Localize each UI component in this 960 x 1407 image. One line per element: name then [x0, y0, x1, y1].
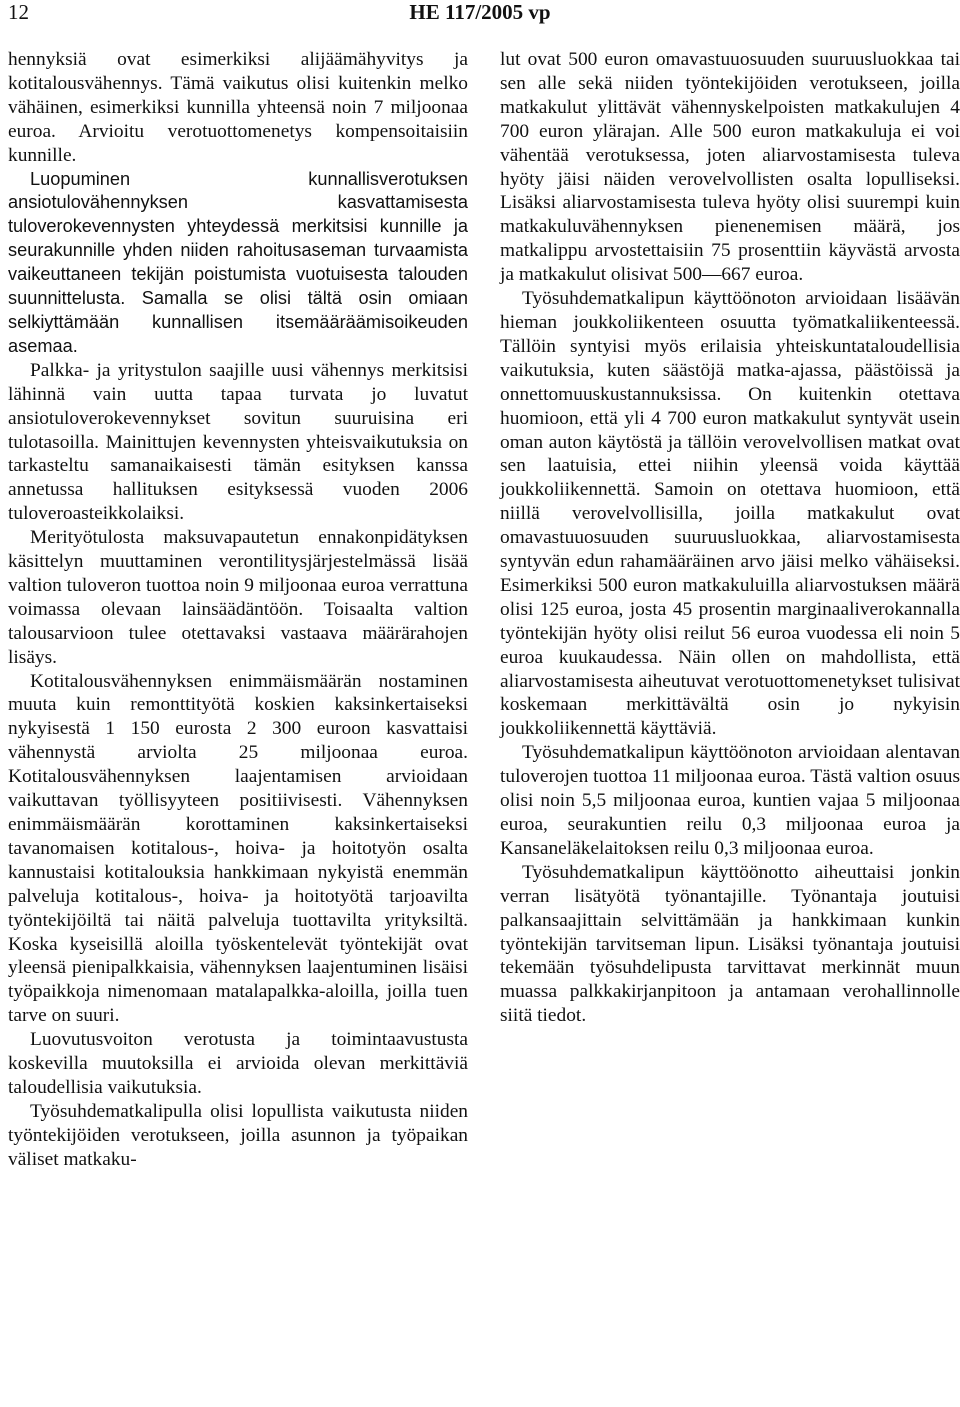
paragraph: lut ovat 500 euron omavastuuosuuden suuruusluokkaa tai sen alle sekä niiden työntekijöiden verotukseen, joilla matkakulut ylittävät vähennyskelpoisten matkakulujen 4 700 euron ylärajan. Alle 500 euron matkakuluja ei voi vähentää verotuksessa, joten aliarvostamisesta tuleva hyöty jäisi näiden verovelvollisten osalta lopulliseksi. Lisäksi aliarvostamisesta tuleva hyöty olisi suurempi kuin matkakuluvähennyksen pienenemisen määrä, jos matkalippu arvostettaisiin 75 prosenttiin käyvästä arvosta ja matkakulut olisivat 500—667 euroa. — [500, 49, 960, 286]
paragraph: Luovutusvoiton verotusta ja toimintaavustusta koskevilla muutoksilla ei arvioida olevan merkittäviä taloudellisia vaikutuksia. — [8, 1029, 468, 1098]
right-column — [500, 48, 960, 1028]
paragraph: Kotitalousvähennyksen enimmäismäärän nostaminen muuta kuin remonttityötä koskien kaksinkertaiseksi nykyisestä 1 150 eurosta 2 300 euroon kasvattaisi vähennystä arviolta 25 miljoonaa euroa. Kotitalousvähennyksen laajentamisen arvioidaan vaikuttavan työllisyyteen positiivisesti. Vähennyksen enimmäismäärän korottaminen kaksinkertaiseksi tavanomaisen kotitalous-, hoiva- ja hoitotyön osalta kannustaisi kotitalouksia hankkimaan nykyistä enemmän palveluja kotitalous-, hoiva- ja hoitotyötä tarjoavilta työntekijöiltä tai näitä palveluja tuottavilta yrityksiltä. Koska kyseisillä aloilla työskentelevät työntekijät ovat yleensä pienipalkkaisia, vähennyksen laajentuminen lisäisi työpaikkoja nimenomaan matalapalkka-aloilla, joilla tuen tarve on suuri. — [8, 670, 468, 1027]
page-number: 12 — [8, 0, 29, 24]
paragraph: hennyksiä ovat esimerkiksi alijäämähyvitys ja kotitalousvähennys. Tämä vaikutus olisi kuitenkin melko vähäinen, esimerkiksi kunnilla yhteensä noin 7 miljoonaa euroa. Arvioitu verotuottomenetys kompensoitaisiin kunnille. — [8, 49, 468, 166]
left-column — [8, 48, 468, 1172]
document-id: HE 117/2005 vp — [409, 0, 551, 24]
paragraph: Työsuhdematkalipun käyttöönotto aiheuttaisi jonkin verran lisätyötä työnantajille. Työnantaja joutuisi palkansaajittain selvittämään ja hankkimaan kunkin työntekijän tarvitseman lipun. Lisäksi työnantaja joutuisi tekemään työsuhdelipusta tarvittavat merkinnät muun muassa palkkakirjanpitoon ja antamaan verohallinnolle siitä tiedot. — [500, 861, 960, 1027]
paragraph: Työsuhdematkalipulla olisi lopullista vaikutusta niiden työntekijöiden verotukseen, joilla asunnon ja työpaikan väliset matkaku- — [8, 1100, 468, 1170]
page-header — [8, 0, 952, 34]
paragraph: Merityötulosta maksuvapautetun ennakonpidätyksen käsittelyn muuttaminen verontilitysjärjestelmässä lisää valtion tuloveron tuottoa noin 9 miljoonaa euroa verrattuna voimassa olevaan lainsäädäntöön. Toisaalta valtion talousarvioon tulee otettavaksi vastaava määrärahojen lisäys. — [8, 527, 468, 668]
paragraph: Palkka- ja yritystulon saajille uusi vähennys merkitsisi lähinnä vain uutta tapaa turvata jo luvatut ansiotuloverokevennykset sovitun suuruisina eri tulotasoilla. Mainittujen kevennysten yhteisvaikutuksia on tarkasteltu samanaikaisesti tämän esityksen kanssa annetussa hallituksen esityksessä vuoden 2006 tuloveroasteikkolaiksi. — [8, 359, 468, 525]
paragraph: Työsuhdematkalipun käyttöönoton arvioidaan lisäävän hieman joukkoliikenteen osuutta työmatkaliikenteessä. Tällöin syntyisi myös erilaisia yhteiskuntataloudellisia vaikutuksia, kuten säästöjä matka-ajassa, päästöissä ja onnettomuuskustannuksissa. On kuitenkin otettava huomioon, että yli 4 700 euron matkakulut syntyvät usein oman auton käytöstä ja tällöin verovelvollisen matkat ovat sen laatuisia, ettei niihin yleensä voida käyttää joukkoliikennettä. Samoin on otettava huomioon, että niillä verovelvollisilla, joilla matkakulut ovat omavastuuosuuden suuruusluokkaa, aliarvostamisesta syntyvän edun rahamääräinen arvo jäisi melko vähäiseksi. Esimerkiksi 500 euron matkakuluilla aliarvostuksen määrä olisi 125 euroa, josta 45 prosentin marginaaliverokannalla työntekijän hyöty olisi reilut 56 euroa vuodessa eli noin 5 euroa kuukaudessa. Näin ollen on mahdollista, että aliarvostamisesta aiheutuvat verotuottomenetykset tulisivat koskemaan merkittävältä osin jo nykyisin joukkoliikennettä käyttäviä. — [500, 288, 960, 740]
paragraph: Työsuhdematkalipun käyttöönoton arvioidaan alentavan tuloverojen tuottoa 11 miljoonaa euroa. Tästä valtion osuus olisi noin 5,5 miljoonaa euroa, kuntien vajaa 5 miljoonaa euroa, seurakuntien reilu 0,3 miljoonaa euroa ja Kansaneläkelaitoksen reilu 0,3 miljoonaa euroa. — [500, 742, 960, 859]
paragraph: Luopuminen kunnallisverotuksen ansiotulovähennyksen kasvattamisesta tuloverokevennysten yhteydessä merkitsisi kunnille ja seurakunnille yhden niiden rahoitusaseman turvaamista vaikeuttaneen tekijän poistumista vuotuisesta talouden suunnittelusta. Samalla se olisi tältä osin omiaan selkiyttämään kunnallisen itsemääräämisoikeuden asemaa. — [8, 168, 468, 356]
